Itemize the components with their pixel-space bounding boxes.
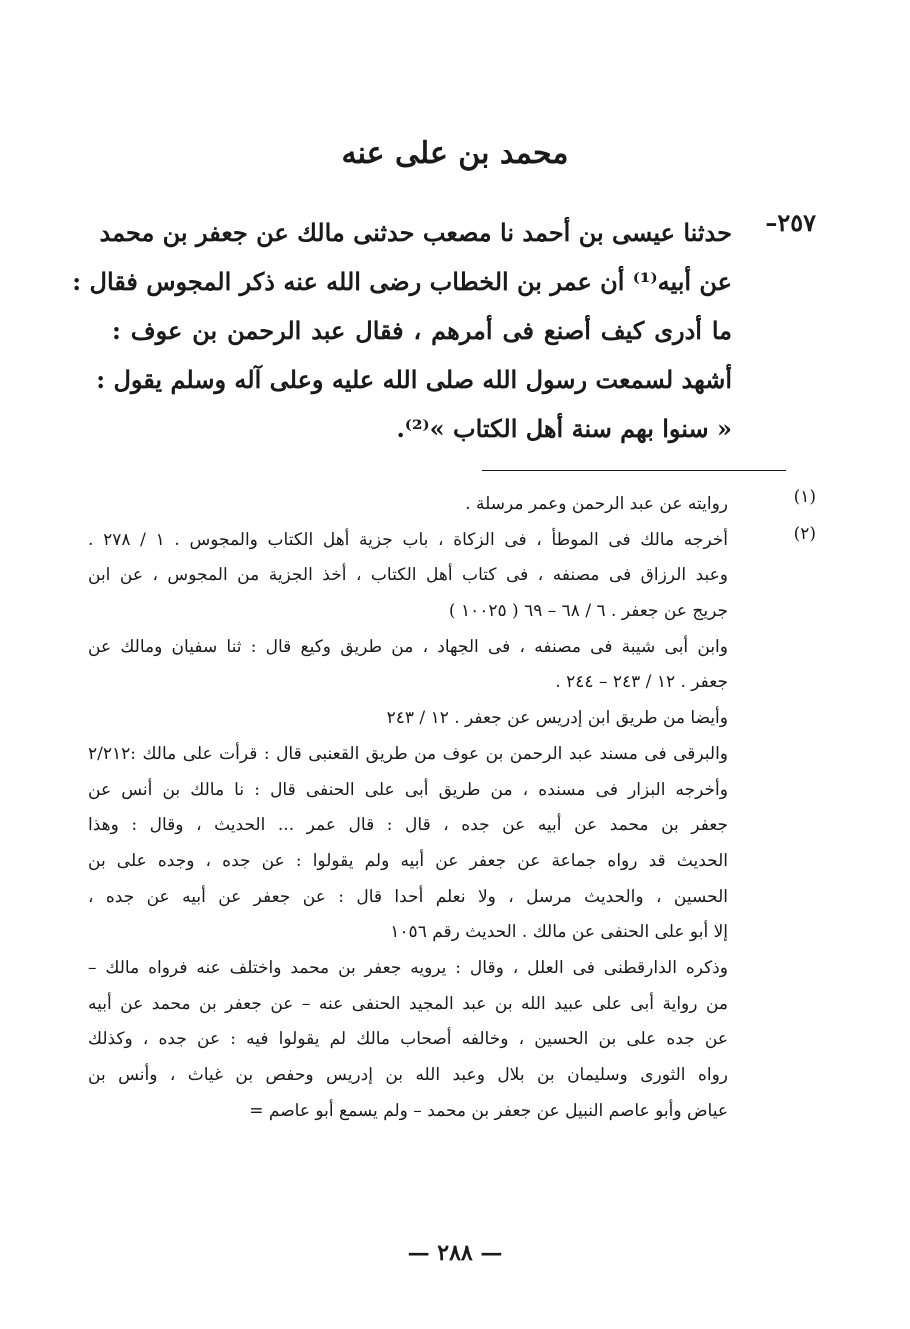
- hadith-line: أشهد لسمعت رسول الله صلى الله عليه وعلى آله وسلم يقول :: [96, 365, 732, 394]
- hadith-line: ما أدرى كيف أصنع فى أمرهم ، فقال عبد الرحمن بن عوف :: [112, 316, 732, 345]
- footnote-line: جعفر . ١٢ / ٢٤٣ – ٢٤٤ .: [555, 672, 728, 693]
- hadith-text: [72, 208, 732, 453]
- footnote-marker-1: (١): [793, 487, 816, 507]
- footnote-line: جعفر بن محمد عن أبيه عن جده ، قال : قال عمر ... الحديث ، وقال : وهذا: [88, 815, 728, 836]
- hadith-line: حدثنا عيسى بن أحمد نا مصعب حدثنى مالك عن جعفر بن محمد: [99, 218, 732, 247]
- footnotes: [88, 487, 728, 1129]
- footnote-separator: [482, 470, 786, 471]
- hadith-line: عن أبيه⁽¹⁾ أن عمر بن الخطاب رضى الله عنه ذكر المجوس فقال :: [72, 267, 732, 296]
- page-number: — ٢٨٨ —: [407, 1240, 503, 1266]
- footnote-line: وعبد الرزاق فى مصنفه ، فى كتاب أهل الكتاب ، أخذ الجزية من المجوس ، عن ابن: [88, 565, 728, 586]
- footnote-line: وابن أبى شيبة فى مصنفه ، فى الجهاد ، من طريق وكيع قال : ثنا سفيان ومالك عن: [88, 636, 728, 657]
- footnote-line: الحديث قد رواه جماعة عن جعفر عن أبيه ولم يقولوا : عن جده ، وجده على بن: [88, 850, 728, 871]
- footnote-line: أخرجه مالك فى الموطأ ، فى الزكاة ، باب جزية أهل الكتاب والمجوس . ١ / ٢٧٨ .: [88, 529, 728, 550]
- hadith-line: « سنوا بهم سنة أهل الكتاب »⁽²⁾.: [396, 414, 732, 443]
- footnote-line: جريج عن جعفر . ٦ / ٦٨ – ٦٩ ( ١٠٠٢٥ ): [448, 601, 728, 622]
- footnote-line: والبرقى فى مسند عبد الرحمن بن عوف من طريق القعنبى قال : قرأت على مالك :٢/٢١٢: [88, 743, 728, 764]
- footnote-line: وذكره الدارقطنى فى العلل ، وقال : يرويه جعفر بن محمد واختلف عنه فرواه مالك –: [88, 957, 728, 978]
- footnote-line: روايته عن عبد الرحمن وعمر مرسلة .: [465, 494, 728, 514]
- hadith-number: ٢٥٧–: [765, 208, 816, 237]
- footnote-line: عياض وأبو عاصم النبيل عن جعفر بن محمد – ولم يسمع أبو عاصم =: [249, 1100, 728, 1121]
- footnote-line: وأيضا من طريق ابن إدريس عن جعفر . ١٢ / ٢٤٣: [386, 708, 728, 729]
- footnote-line: إلا أبو على الحنفى عن مالك . الحديث رقم ١٠٥٦: [390, 922, 728, 943]
- footnote-line: رواه الثورى وسليمان بن بلال وعبد الله بن إدريس وحفص بن غياث ، وأنس بن: [88, 1065, 728, 1085]
- page-title: محمد بن على عنه: [341, 136, 569, 171]
- footnote-line: عن جده على بن الحسين ، وخالفه أصحاب مالك لم يقولوا فيه : عن جده ، وكذلك: [88, 1029, 728, 1050]
- footnote-marker-2: (٢): [793, 524, 816, 544]
- footnote-line: من رواية أبى على عبيد الله بن عبد المجيد الحنفى عنه – عن جعفر بن محمد عن أبيه: [88, 993, 728, 1014]
- footnote-line: الحسين ، والحديث مرسل ، ولا نعلم أحدا قال : عن جعفر عن أبيه عن جده ،: [88, 886, 728, 907]
- footnote-line: وأخرجه البزار فى مسنده ، من طريق أبى على الحنفى قال : نا مالك بن أنس عن: [88, 779, 728, 800]
